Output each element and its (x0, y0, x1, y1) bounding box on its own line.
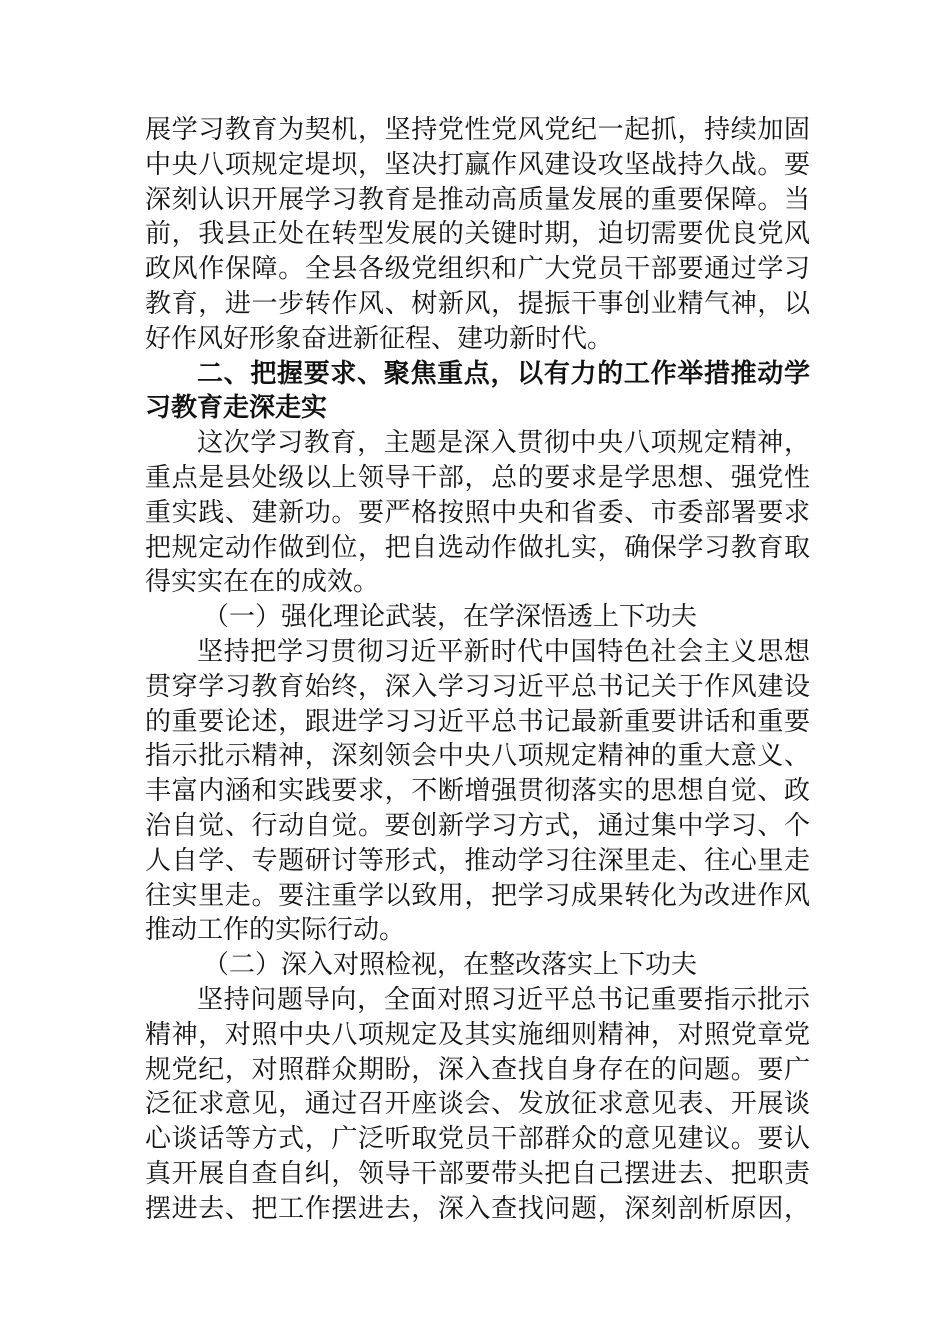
text-line: 重实践、建新功。要严格按照中央和省委、市委部署要求 (145, 497, 810, 528)
text-line: 深刻认识开展学习教育是推动高质量发展的重要保障。当 (145, 184, 810, 215)
text-line: 把规定动作做到位，把自选动作做扎实，确保学习教育取 (145, 532, 810, 563)
text-line: 展学习教育为契机，坚持党性党风党纪一起抓，持续加固 (145, 115, 810, 145)
text-line: 这次学习教育，主题是深入贯彻中央八项规定精神， (197, 428, 810, 459)
section-heading-cont: 习教育走深走实 (145, 393, 328, 424)
text-line: 前，我县正处在转型发展的关键时期，迫切需要优良党风 (145, 219, 810, 250)
text-line: 指示批示精神，深刻领会中央八项规定精神的重大意义、 (145, 741, 810, 772)
text-line: 往实里走。要注重学以致用，把学习成果转化为改进作风 (145, 880, 810, 911)
text-line: 丰富内涵和实践要求，不断增强贯彻落实的思想自觉、政 (145, 776, 810, 807)
text-line: 真开展自查自纠，领导干部要带头把自己摆进去、把职责 (145, 1158, 810, 1189)
text-line: 的重要论述，跟进学习习近平总书记最新重要讲话和重要 (145, 706, 810, 737)
text-line: 教育，进一步转作风、树新风，提振干事创业精气神，以 (145, 288, 810, 319)
text-line: 精神，对照中央八项规定及其实施细则精神，对照党章党 (145, 1019, 810, 1050)
text-line: 坚持把学习贯彻习近平新时代中国特色社会主义思想 (197, 636, 810, 667)
text-line: 坚持问题导向，全面对照习近平总书记重要指示批示 (197, 984, 810, 1015)
text-line: 泛征求意见，通过召开座谈会、发放征求意见表、开展谈 (145, 1089, 810, 1120)
text-line: 推动工作的实际行动。 (145, 915, 406, 946)
text-line: 中央八项规定堤坝，坚决打赢作风建设攻坚战持久战。要 (145, 149, 810, 180)
text-line: 治自觉、行动自觉。要创新学习方式，通过集中学习、个 (145, 810, 810, 841)
text-line: 规党纪，对照群众期盼，深入查找自身存在的问题。要广 (145, 1054, 810, 1085)
text-line: 好作风好形象奋进新征程、建功新时代。 (145, 323, 614, 354)
text-line: 心谈话等方式，广泛听取党员干部群众的意见建议。要认 (145, 1124, 810, 1155)
body-text (145, 113, 810, 1227)
text-line: 得实实在在的成效。 (145, 567, 380, 598)
subsection-heading: （二）深入对照检视，在整改落实上下功夫 (203, 950, 698, 981)
text-line: 重点是县处级以上领导干部，总的要求是学思想、强党性 (145, 462, 810, 493)
subsection-heading: （一）强化理论武装，在学深悟透上下功夫 (203, 602, 698, 633)
text-line: 摆进去、把工作摆进去，深入查找问题，深刻剖析原因， (145, 1193, 810, 1224)
section-heading: 二、把握要求、聚焦重点，以有力的工作举措推动学 (197, 358, 810, 389)
text-line: 贯穿学习教育始终，深入学习习近平总书记关于作风建设 (145, 671, 810, 702)
text-line: 政风作保障。全县各级党组织和广大党员干部要通过学习 (145, 254, 810, 285)
text-line: 人自学、专题研讨等形式，推动学习往深里走、往心里走 (145, 845, 810, 876)
